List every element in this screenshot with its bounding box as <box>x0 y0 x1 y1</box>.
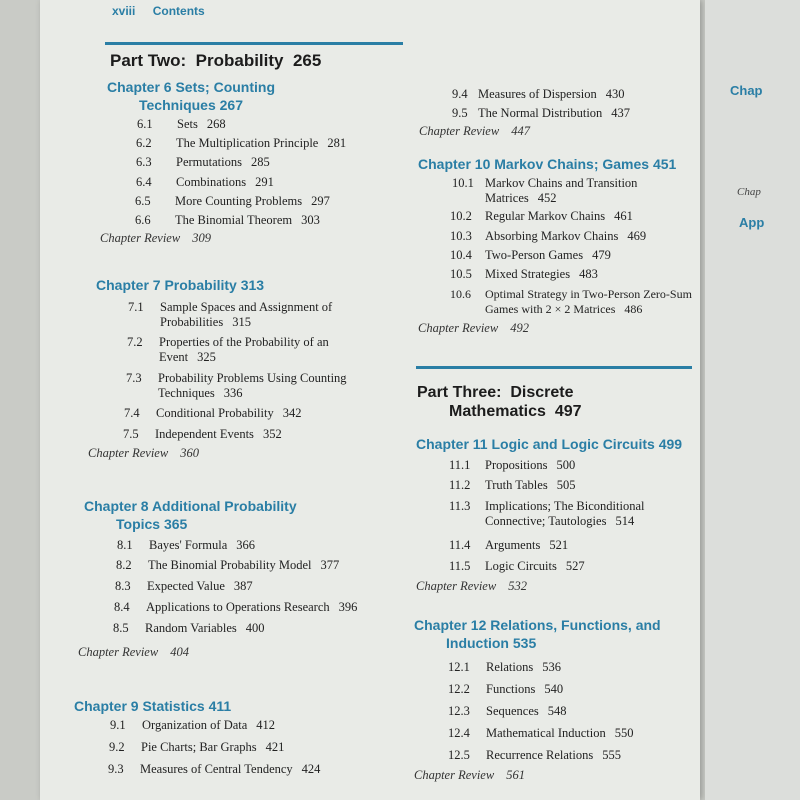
part-two-heading: Part Two: Probability 265 <box>110 51 322 70</box>
chapter-7-review: Chapter Review 360 <box>88 446 199 460</box>
chapter-12-heading: Chapter 12 Relations, Functions, and Induction 535 <box>414 617 661 651</box>
chapter-7-heading: Chapter 7 Probability 313 <box>96 277 265 293</box>
chapter-10-heading: Chapter 10 Markov Chains; Games 451 <box>418 156 677 172</box>
chapter-6-review: Chapter Review 309 <box>100 231 211 245</box>
chapter-10-review: Chapter Review 492 <box>418 321 529 335</box>
chapter-8-review: Chapter Review 404 <box>78 645 189 659</box>
chapter-11-heading: Chapter 11 Logic and Logic Circuits 499 <box>416 436 683 452</box>
adjacent-page <box>705 0 800 800</box>
header-title: Contents <box>152 4 205 18</box>
chapter-9-heading: Chapter 9 Statistics 411 <box>74 698 232 714</box>
part-three-heading: Part Three: Discrete Mathematics 497 <box>417 384 582 420</box>
part-rule <box>105 42 403 45</box>
chapter-11-review: Chapter Review 532 <box>416 579 527 593</box>
chapter-6-heading: Chapter 6 Sets; Counting Techniques 267 <box>107 79 276 113</box>
page-number: xviii <box>112 4 136 18</box>
edge-appendix-text: App <box>739 215 765 230</box>
chapter-9-review: Chapter Review 447 <box>419 124 530 138</box>
edge-chapter-text: Chap <box>730 83 763 98</box>
chapter-8-heading: Chapter 8 Additional Probability Topics 365 <box>84 498 297 532</box>
chapter-12-review: Chapter Review 561 <box>414 768 525 782</box>
part-three-rule <box>416 366 692 369</box>
page-header <box>112 4 205 18</box>
edge-chapter-review-text: Chap <box>737 186 761 198</box>
